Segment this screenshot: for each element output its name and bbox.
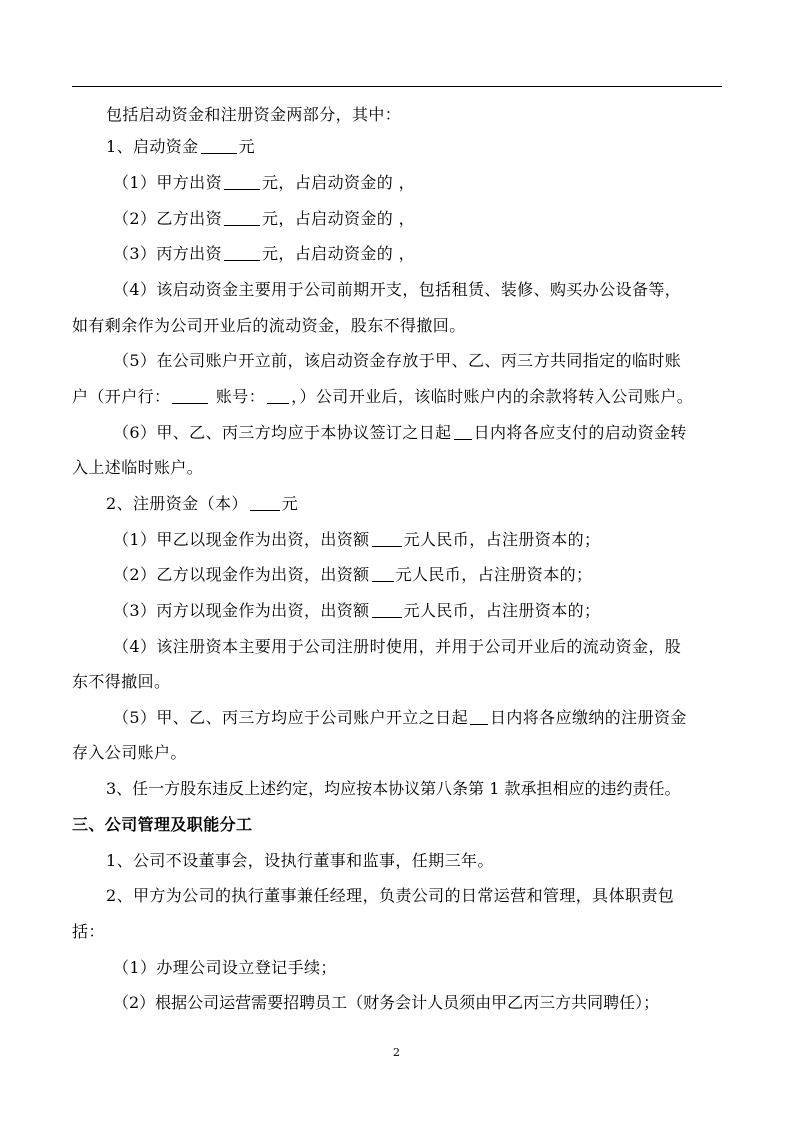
fill-blank [201, 137, 237, 154]
fill-blank [372, 565, 394, 582]
registered-capital-line: 2、注册资金（本） 元 [106, 494, 299, 513]
fill-blank [224, 173, 260, 190]
section-heading: 三、公司管理及职能分工 [72, 815, 253, 834]
paragraph-line: （4）该启动资金主要用于公司前期开支，包括租赁、装修、购买办公设备等， [113, 280, 682, 299]
fill-blank [372, 530, 402, 547]
party-b-contribution-line: （2）乙方出资 元，占启动资金的 ， [113, 209, 416, 228]
paragraph-line: 3、任一方股东违反上述约定，均应按本协议第八条第 1 款承担相应的违约责任。 [106, 779, 681, 798]
fill-blank [454, 423, 472, 440]
fill-blank [172, 387, 208, 404]
startup-capital-line: 1、启动资金 元 [106, 137, 255, 156]
page-number: 2 [393, 1046, 400, 1059]
deposit-deadline-line: （5）甲、乙、丙三方均应于公司账户开立之日起 日内将各应缴纳的注册资金 [113, 708, 687, 727]
paragraph-line: （1）办理公司设立登记手续； [113, 958, 337, 977]
party-c-cash-line: （3）丙方以现金作为出资，出资额 元人民币，占注册资本的； [113, 601, 601, 620]
fill-blank [224, 209, 260, 226]
paragraph-line: （5）在公司账户开立前，该启动资金存放于甲、乙、丙三方共同指定的临时账 [113, 351, 682, 370]
fill-blank [224, 244, 260, 261]
fill-blank [250, 494, 280, 511]
paragraph-line: 包括启动资金和注册资金两部分，其中： [106, 105, 402, 124]
paragraph-line: 入上述临时账户。 [72, 458, 204, 477]
bank-account-line: 户（开户行： 账号： ，）公司开业后，该临时账户内的余款将转入公司账户。 [72, 387, 694, 406]
paragraph-line: 如有剩余作为公司开业后的流动资金，股东不得撤回。 [72, 316, 466, 335]
paragraph-line: 东不得撤回。 [72, 672, 171, 691]
party-b-cash-line: （2）乙方以现金作为出资，出资额 元人民币，占注册资本的； [113, 565, 593, 584]
header-rule [72, 86, 722, 87]
paragraph-line: 2、甲方为公司的执行董事兼任经理，负责公司的日常运营和管理，具体职责包 [106, 886, 675, 905]
party-a-contribution-line: （1）甲方出资 元，占启动资金的 ， [113, 173, 416, 192]
party-a-cash-line: （1）甲乙以现金作为出资，出资额 元人民币，占注册资本的； [113, 530, 601, 549]
paragraph-line: （2）根据公司运营需要招聘员工（财务会计人员须由甲乙丙三方共同聘任）； [113, 993, 660, 1012]
paragraph-line: 括： [72, 922, 105, 941]
fill-blank [372, 601, 402, 618]
paragraph-line: （4）该注册资本主要用于公司注册时使用，并用于公司开业后的流动资金，股 [113, 637, 682, 656]
paragraph-line: 存入公司账户。 [72, 743, 187, 762]
fill-blank [267, 387, 289, 404]
paragraph-line: 1、公司不设董事会，设执行董事和监事，任期三年。 [106, 851, 494, 870]
deadline-line: （6）甲、乙、丙三方均应于本协议签订之日起 日内将各应支付的启动资金转 [113, 423, 687, 442]
fill-blank [470, 708, 488, 725]
party-c-contribution-line: （3）丙方出资 元，占启动资金的 ， [113, 244, 416, 263]
